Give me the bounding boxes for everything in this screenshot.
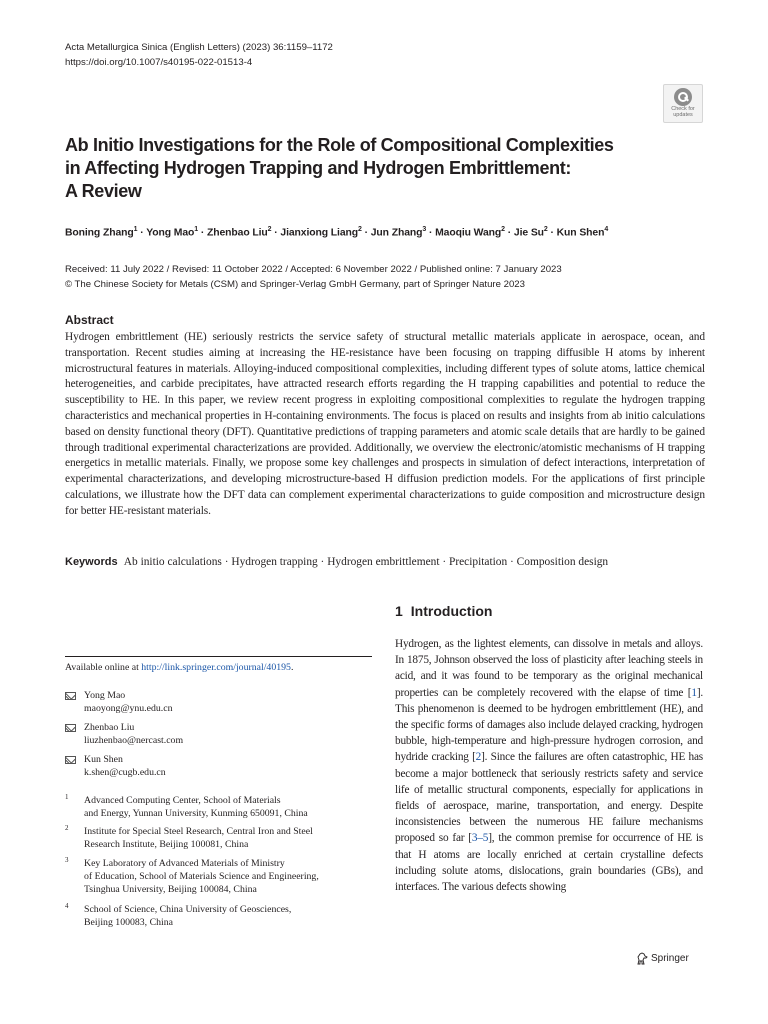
author-name[interactable]: Boning Zhang bbox=[65, 227, 134, 239]
author-affiliation-marker: 1 bbox=[133, 226, 138, 233]
journal-header bbox=[65, 40, 333, 70]
check-for-updates-icon bbox=[674, 88, 692, 106]
check-for-updates-line1: Check for bbox=[671, 106, 695, 112]
publication-dates bbox=[65, 263, 562, 292]
correspondent bbox=[65, 689, 365, 719]
correspondent-email[interactable]: liuzhenbao@nercast.com bbox=[84, 735, 184, 746]
doi-link[interactable]: https://doi.org/10.1007/s40195-022-01513-4 bbox=[65, 57, 253, 68]
title-line: A Review bbox=[65, 181, 142, 201]
author-affiliation-marker: 2 bbox=[267, 226, 272, 233]
title-line: in Affecting Hydrogen Trapping and Hydrogen Embrittlement: bbox=[65, 158, 572, 178]
affiliation-number: 4 bbox=[65, 902, 69, 910]
check-for-updates-badge[interactable] bbox=[663, 84, 703, 123]
author-separator: · bbox=[271, 227, 281, 239]
affiliation-number: 1 bbox=[65, 793, 69, 801]
author-affiliation-marker: 2 bbox=[543, 226, 548, 233]
correspondent-email[interactable]: maoyong@ynu.edu.cn bbox=[84, 703, 173, 714]
section-title: Introduction bbox=[410, 603, 493, 619]
affiliation-text: School of Science, China University of Geosciences, Beijing 100083, China bbox=[84, 904, 292, 929]
affiliation-text: Advanced Computing Center, School of Materials and Energy, Yunnan University, Kunming 650091, China bbox=[84, 795, 308, 820]
author-separator: · bbox=[547, 227, 557, 239]
correspondent-name: Zhenbao Liu bbox=[84, 722, 135, 733]
author-affiliation-marker: 4 bbox=[604, 226, 609, 233]
section-number: 1 bbox=[395, 603, 403, 619]
author-name[interactable]: Maoqiu Wang bbox=[435, 227, 502, 239]
citation-link[interactable]: 2 bbox=[475, 751, 482, 764]
author-name[interactable]: Yong Mao bbox=[146, 227, 195, 239]
affiliation-number: 2 bbox=[65, 824, 69, 832]
text-run: Hydrogen, as the lightest elements, can dissolve in metals and alloys. In 1875, Johnson observed the loss of plasticity after leaching steels in acid, and it was found to be temporary as the original mechanical properties can be completely recovered with the elapse of time [ bbox=[395, 638, 703, 699]
affiliation-text: Key Laboratory of Advanced Materials of Ministry of Education, School of Materials Science and Engineering, Tsinghua University, Beijing 100084, China bbox=[84, 858, 319, 896]
author-name[interactable]: Kun Shen bbox=[556, 227, 605, 239]
journal-url-link[interactable]: http://link.springer.com/journal/40195 bbox=[141, 662, 291, 673]
introduction-text bbox=[395, 636, 703, 895]
author-name[interactable]: Zhenbao Liu bbox=[207, 227, 268, 239]
author-list bbox=[65, 226, 715, 238]
correspondent bbox=[65, 721, 365, 751]
correspondent-name: Kun Shen bbox=[84, 754, 123, 765]
author-affiliation-marker: 2 bbox=[501, 226, 505, 233]
publisher-name: Springer bbox=[651, 953, 689, 964]
correspondent-name: Yong Mao bbox=[84, 690, 126, 701]
author-name[interactable]: Jianxiong Liang bbox=[280, 227, 358, 239]
keywords-label: Keywords bbox=[65, 556, 118, 568]
author-separator: · bbox=[198, 227, 207, 239]
correspondent-email[interactable]: k.shen@cugb.edu.cn bbox=[84, 767, 166, 778]
author-separator: · bbox=[361, 227, 371, 239]
abstract-heading: Abstract bbox=[65, 313, 114, 327]
author-name[interactable]: Jie Su bbox=[513, 227, 544, 239]
copyright-notice: © The Chinese Society for Metals (CSM) and Springer-Verlag GmbH Germany, part of Springer Nature 2023 bbox=[65, 278, 525, 290]
envelope-icon bbox=[65, 724, 76, 732]
author-affiliation-marker: 1 bbox=[194, 226, 199, 233]
envelope-icon bbox=[65, 692, 76, 700]
author-separator: · bbox=[137, 227, 147, 239]
springer-horse-icon bbox=[636, 952, 648, 965]
affiliation-text: Institute for Special Steel Research, Central Iron and Steel Research Institute, Beijing 100081, China bbox=[84, 826, 313, 851]
check-for-updates-line2: updates bbox=[673, 112, 693, 118]
available-online-note bbox=[65, 662, 293, 673]
section-heading-introduction bbox=[395, 603, 492, 619]
text-run: ]. This phenomenon is deemed to be hydrogen embrittlement (HE), and the specific forms of damages also include delayed cracking, hydrogen bubble, high-temperature and high-pressure hydrogen corrosion, and hydride cracking [ bbox=[395, 686, 703, 764]
available-suffix: . bbox=[290, 662, 294, 673]
text-run: ], the common premise for occurrence of HE is that H atoms are locally enriched at certain crystalline defects including solute atoms, dislocations, grain boundaries (GBs), and interfaces. The various defects showing bbox=[395, 832, 703, 894]
affiliation-number: 3 bbox=[65, 856, 69, 864]
envelope-icon bbox=[65, 756, 76, 764]
footnote-divider bbox=[65, 656, 372, 657]
text-run: ]. Since the failures are often catastrophic, HE has become a major bottleneck that seriously restricts safety and service life of metallic structural components, especially for applications in fields of aerospace, marine, transportation, and energy. Despite inconsistencies between the numerous HE failure mechanisms proposed so far [ bbox=[395, 751, 703, 845]
springer-logo bbox=[636, 952, 689, 965]
abstract-text: Hydrogen embrittlement (HE) seriously restricts the service safety of structural metallic materials applicate in aerospace, ocean, and transportation. Recent studies aiming at increasing the HE-resistance have been focusing on trapping diffusible H atoms by inherent microstructural features in materials. Alloying-induced compositional complexities, including different types of solute atoms, lattice chemical heterogeneities, and carbide precipitates, have attracted research efforts regarding the H trapping capabilities and potential to reduce the susceptibility to HE. In this paper, we review recent progress in exploiting compositional complexities to regulate the hydrogen trapping characteristics and mechanical properties in H-containing environments. The focus is placed on results and insights from ab initio calculations based on density functional theory (DFT). Quantitative predictions of trapping parameters and atomic scale details that are hardly to be gained through traditional experimental characterizations are provided. Additionally, we overview the electronic/atomistic mechanisms of H trapping energetics in metallic materials. Finally, we propose some key challenges and prospects in simulation of defect interactions, interpretation of experimental characterizations, and developing microstructure-based H diffusion prediction models. For the applications of first principle calculations, we illustrate how the DFT data can complement experimental characterizations to guide composition and microstructure design for better HE-resistant materials. bbox=[65, 331, 705, 517]
journal-citation: Acta Metallurgica Sinica (English Letters) (2023) 36:1159–1172 bbox=[65, 42, 333, 53]
citation-link[interactable]: 1 bbox=[691, 686, 697, 699]
title-line: Ab Initio Investigations for the Role of Compositional Complexities bbox=[65, 135, 614, 155]
author-affiliation-marker: 2 bbox=[358, 226, 362, 233]
author-name[interactable]: Jun Zhang bbox=[370, 227, 423, 239]
available-prefix: Available online at bbox=[65, 662, 142, 673]
author-separator: · bbox=[426, 227, 436, 239]
keywords bbox=[65, 556, 608, 568]
citation-link[interactable]: 3–5 bbox=[471, 832, 489, 845]
article-title bbox=[65, 134, 665, 203]
history-dates: Received: 11 July 2022 / Revised: 11 October 2022 / Accepted: 6 November 2022 / Published online: 7 January 2023 bbox=[65, 264, 562, 275]
author-separator: · bbox=[504, 227, 514, 239]
keywords-list: Ab initio calculations · Hydrogen trapping · Hydrogen embrittlement · Precipitation · Composition design bbox=[123, 556, 609, 568]
author-affiliation-marker: 3 bbox=[422, 226, 427, 233]
correspondent bbox=[65, 753, 365, 783]
